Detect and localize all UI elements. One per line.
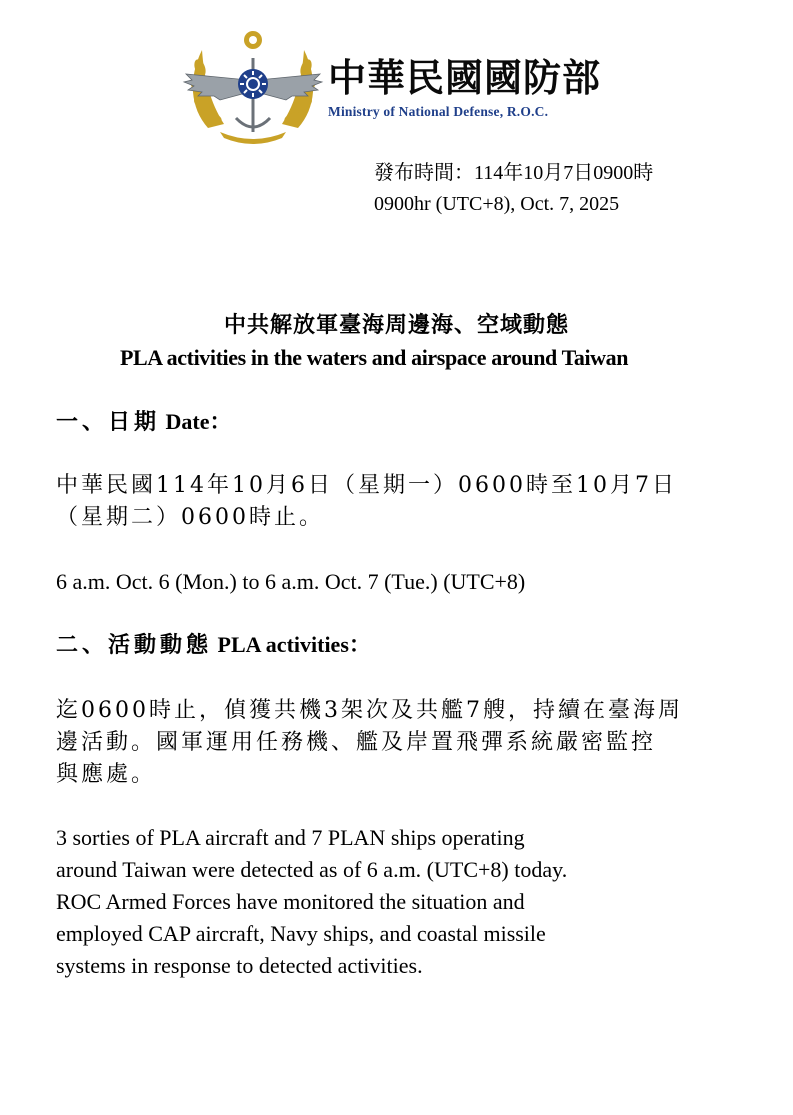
text-line: 迄0600時止，偵獲共機3架次及共艦7艘，持續在臺海周 [56,698,683,723]
text-line: （星期二）0600時止。 [56,505,324,530]
release-time [374,158,653,220]
release-time-zh: 發布時間：114年10月7日0900時 [374,162,654,184]
section-activities-heading-en: PLA activities： [217,632,371,657]
release-time-en: 0900hr (UTC+8), Oct. 7, 2025 [374,193,620,215]
section-activities-text-en [56,822,756,982]
section-date-text-en: 6 a.m. Oct. 6 (Mon.) to 6 a.m. Oct. 7 (Tue.) (UTC+8) [56,569,526,594]
text-line: 3 sorties of PLA aircraft and 7 PLAN ships operating [56,825,525,850]
mnd-emblem-icon [180,28,326,146]
text-line: 與應處。 [56,762,157,787]
section-date-heading-zh: 一、日期 [56,409,161,435]
section-date-heading [56,407,232,437]
section-activities-text-zh [56,695,768,791]
section-date-heading-en: Date： [165,409,232,434]
section-activities-heading [56,630,371,660]
section-date-text-zh [56,470,768,534]
text-line: around Taiwan were detected as of 6 a.m. (UTC+8) today. [56,857,568,882]
text-line: employed CAP aircraft, Navy ships, and coastal missile [56,921,546,946]
text-line: 邊活動。國軍運用任務機、艦及岸置飛彈系統嚴密監控 [56,730,657,755]
org-name-en: Ministry of National Defense, R.O.C. [328,104,549,119]
text-line: systems in response to detected activities. [56,953,423,978]
section-activities-heading-zh: 二、活動動態 [56,632,213,658]
page-title-zh: 中共解放軍臺海周邊海、空域動態 [223,312,569,338]
text-line: 中華民國114年10月6日（星期一）0600時至10月7日 [56,473,677,498]
page-title-en: PLA activities in the waters and airspace around Taiwan [120,345,629,370]
text-line: ROC Armed Forces have monitored the situation and [56,889,525,914]
org-name-zh: 中華民國國防部 [328,56,602,100]
